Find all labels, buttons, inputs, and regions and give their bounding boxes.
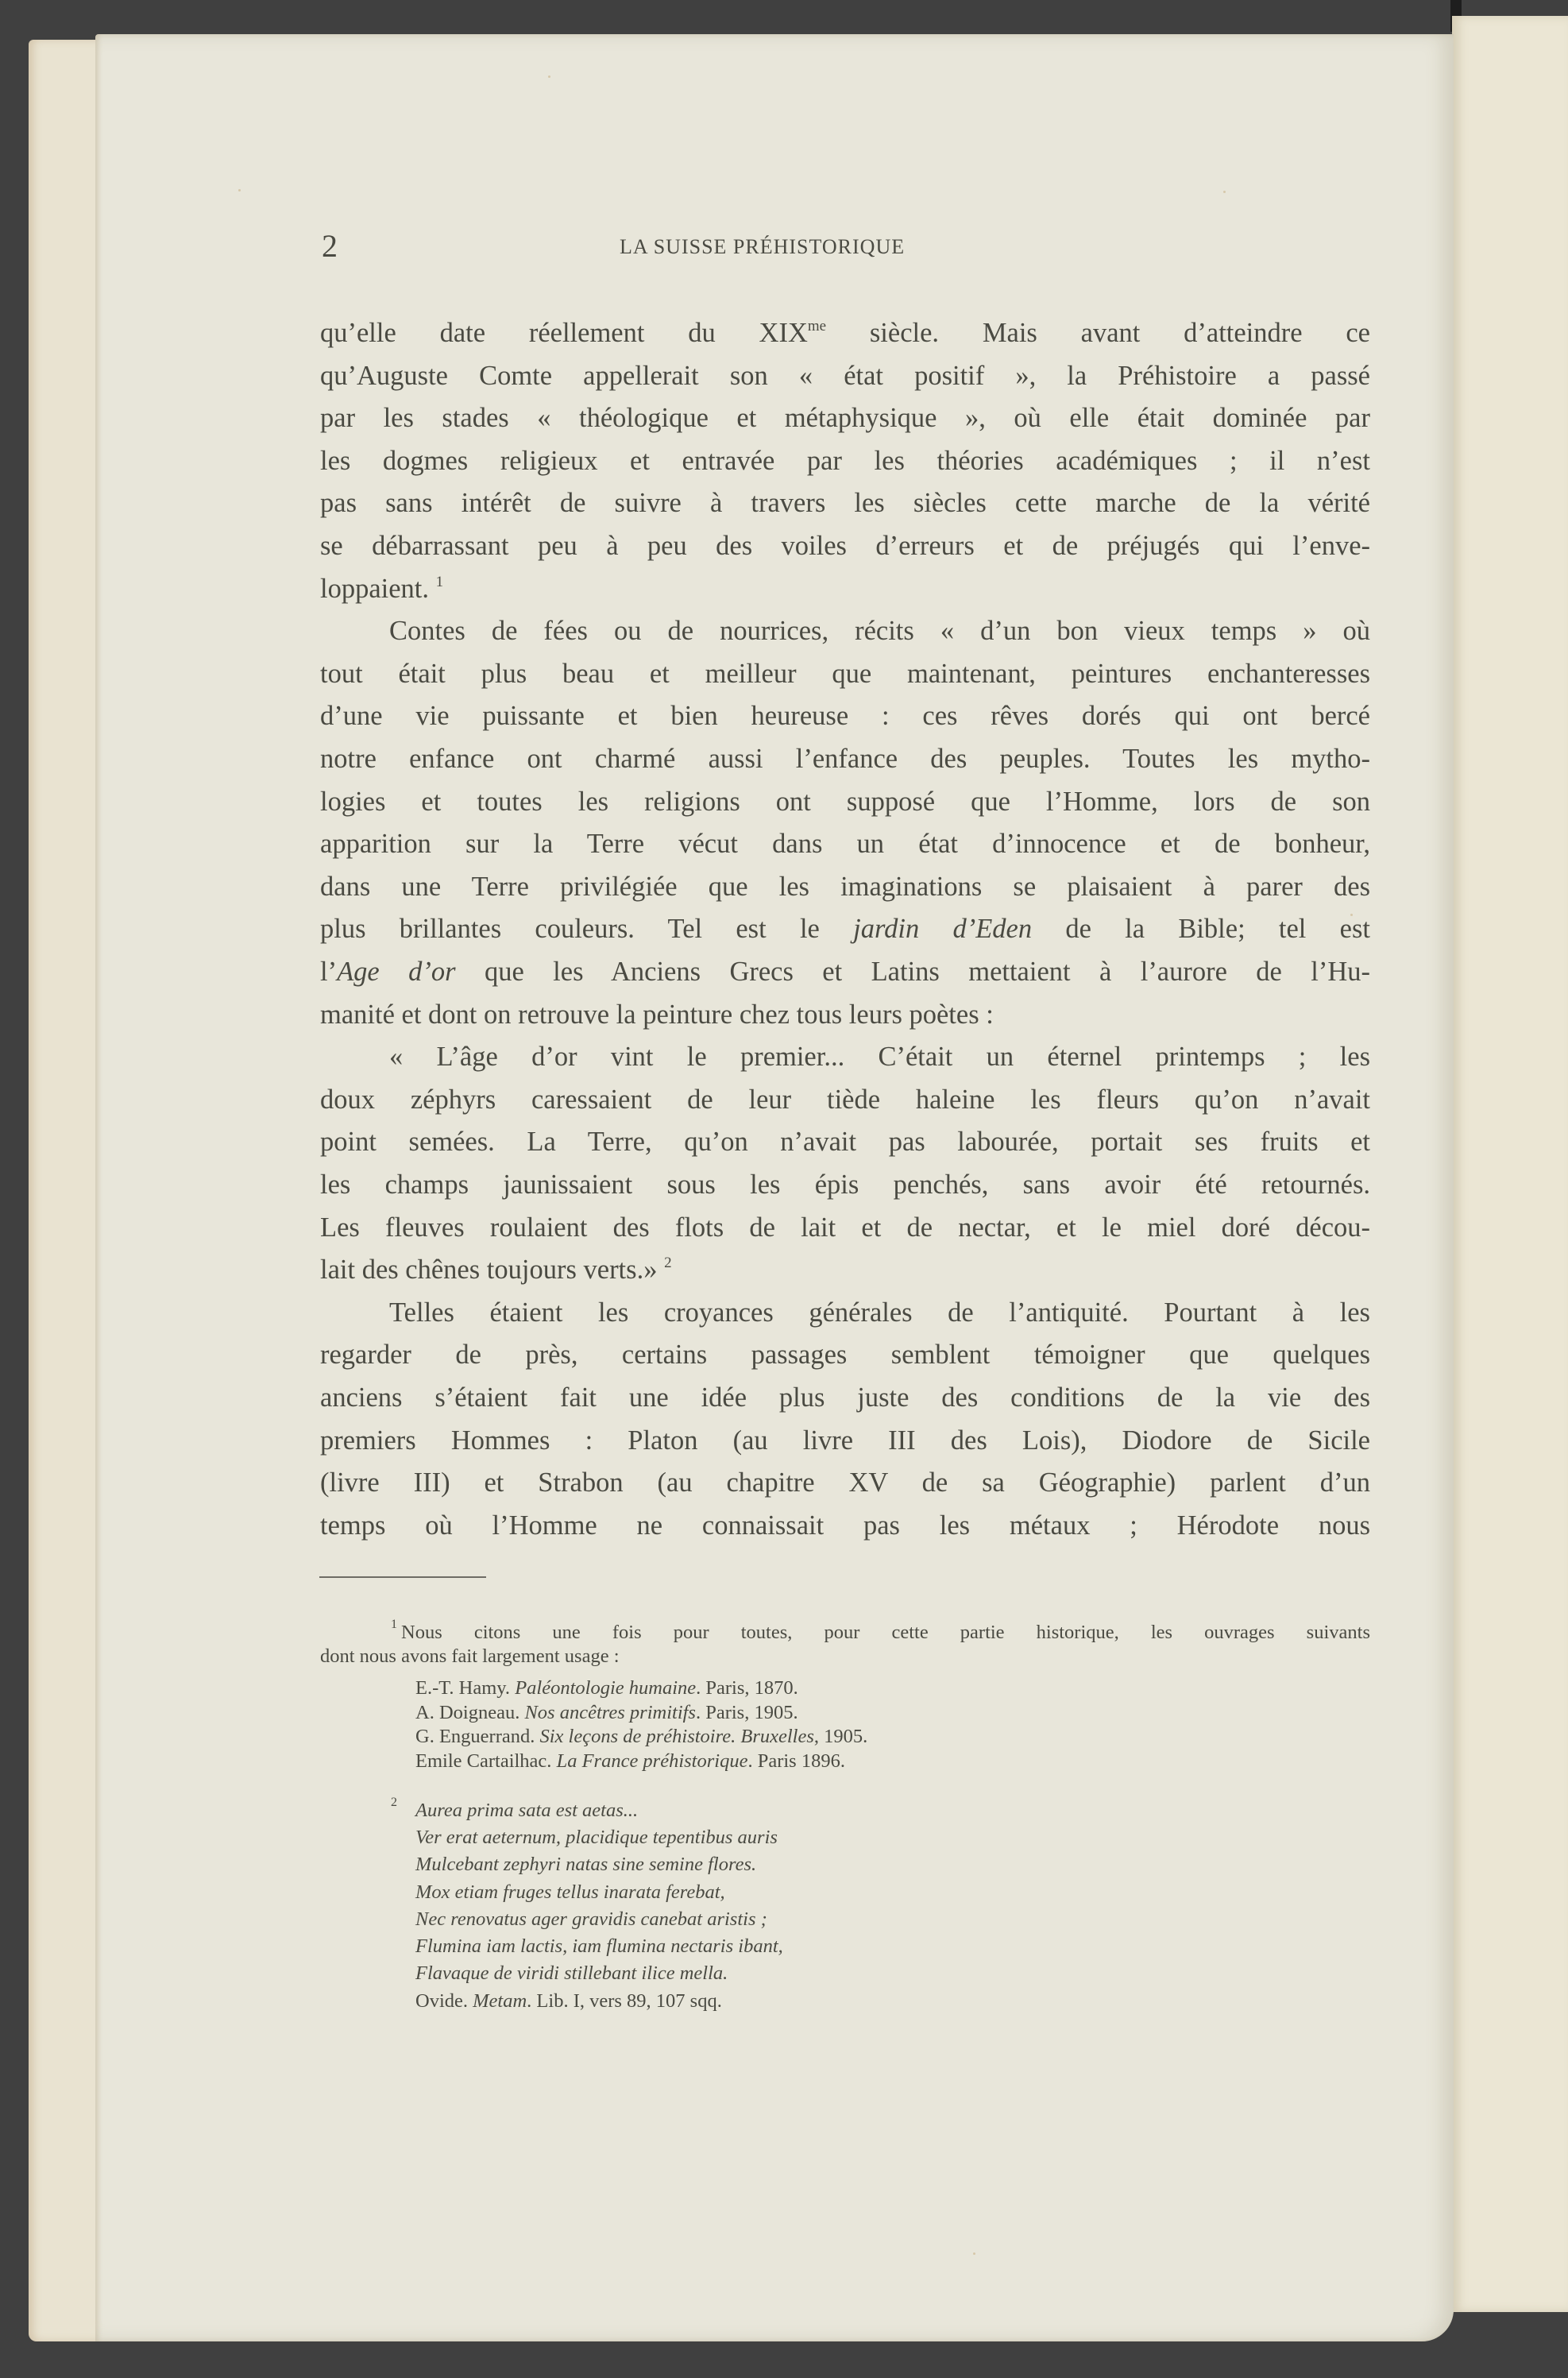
footnote-reference: 1 [435, 573, 444, 590]
reference-entry [415, 1725, 1369, 1749]
body-line [320, 997, 1370, 1032]
reference-author: E.-T. Hamy. [415, 1677, 516, 1699]
text-run: siècle. Mais avant d’atteindre ce [826, 318, 1370, 348]
paper-speck [973, 2252, 975, 2255]
verse-text: Mox etiam fruges tellus inarata ferebat, [415, 1881, 725, 1903]
text-run: pas sans intérêt de suivre à travers les siècles cette marche de la vérité [320, 488, 1370, 519]
source-author: Ovide. [415, 1990, 473, 2012]
verse-text: Ver erat aeternum, placidique tepentibus auris [415, 1827, 778, 1849]
paper-speck [548, 75, 550, 78]
page-number: 2 [322, 228, 338, 264]
reference-details: . Paris 1896. [747, 1750, 845, 1772]
text-run: point semées. La Terre, qu’on n’avait pas labourée, portait ses fruits et [320, 1127, 1370, 1158]
text-run: plus brillantes couleurs. Tel est le [320, 914, 854, 945]
body-line [389, 1295, 1370, 1330]
body-line [320, 954, 1370, 989]
verse-text: Mulcebant zephyri natas sine semine flores. [415, 1854, 757, 1876]
paper-speck [1223, 191, 1226, 193]
body-line [320, 1210, 1370, 1245]
footnote-separator [319, 1576, 486, 1578]
text-run: (livre III) et Strabon (au chapitre XV de sa Géographie) parlent d’un [320, 1467, 1370, 1498]
text-run: l’ [320, 957, 338, 987]
body-line [320, 911, 1370, 946]
body-line [320, 784, 1370, 819]
footnote-2-source [415, 1989, 1369, 2013]
latin-verse-line [415, 1881, 1369, 1904]
text-run: logies et toutes les religions ont supposé que l’Homme, lors de son [320, 786, 1370, 817]
text-run: regarder de près, certains passages semblent témoigner que quelques [320, 1340, 1370, 1371]
body-line [389, 613, 1370, 648]
text-run: que les Anciens Grecs et Latins mettaient à l’aurore de l’Hu- [455, 957, 1371, 987]
reference-details: . Paris, 1870. [696, 1677, 798, 1699]
text-run: manité et dont on retrouve la peinture chez tous leurs poètes : [320, 999, 994, 1030]
reference-entry [415, 1676, 1369, 1700]
verse-text: Nec renovatus ager gravidis canebat aristis ; [415, 1908, 767, 1930]
body-line [320, 826, 1370, 861]
reference-author: Emile Cartailhac. [415, 1750, 557, 1772]
body-line [320, 1167, 1370, 1202]
body-line [320, 485, 1370, 520]
reference-title: Paléontologie humaine [515, 1677, 697, 1699]
body-line [320, 315, 1370, 350]
body-line [320, 358, 1370, 393]
text-run: « L’âge d’or vint le premier... C’était un éternel printemps ; les [389, 1042, 1370, 1073]
body-line [320, 869, 1370, 904]
body-line [320, 1337, 1370, 1372]
footnote-reference: me [807, 317, 827, 334]
footnote-1-intro-line: Nous citons une fois pour toutes, pour cette partie historique, les ouvrages suivants [401, 1622, 1370, 1643]
body-line [320, 400, 1370, 435]
text-run: notre enfance ont charmé aussi l’enfance des peuples. Toutes les mytho- [320, 744, 1370, 774]
text-run: les dogmes religieux et entravée par les théories académiques ; il n’est [320, 445, 1370, 476]
text-run: Contes de fées ou de nourrices, récits « d’un bon vieux temps » où [389, 616, 1370, 647]
reference-author: G. Enguerrand. [415, 1726, 540, 1747]
footnote-reference: 2 [664, 1254, 672, 1271]
verse-text: Flumina iam lactis, iam flumina nectaris ibant, [415, 1935, 783, 1957]
reference-details: . Paris, 1905. [695, 1701, 798, 1723]
text-run: par les stades « théologique et métaphysique », où elle était dominée par [320, 403, 1370, 434]
reference-title: La France préhistorique [556, 1750, 748, 1772]
reference-author: A. Doigneau. [415, 1701, 525, 1723]
paper-speck [238, 189, 241, 191]
italic-phrase: Age d’or [337, 957, 456, 987]
text-run: Les fleuves roulaient des flots de lait et de nectar, et le miel doré décou- [320, 1212, 1370, 1243]
body-line [320, 656, 1370, 691]
text-run: apparition sur la Terre vécut dans un état d’innocence et de bonheur, [320, 829, 1370, 860]
body-line [320, 741, 1370, 776]
verse-text: Aurea prima sata est aetas... [415, 1800, 639, 1821]
text-run: se débarrassant peu à peu des voiles d’erreurs et de préjugés qui l’enve- [320, 531, 1370, 561]
text-run: tout était plus beau et meilleur que maintenant, peintures enchanteresses [320, 658, 1370, 689]
reference-title: Six leçons de préhistoire. Bruxelles [539, 1726, 814, 1747]
body-line [320, 1508, 1370, 1543]
facing-page-edge [1452, 16, 1568, 2312]
text-run: de la Bible; tel est [1032, 914, 1370, 945]
source-rest: . Lib. I, vers 89, 107 sqq. [527, 1990, 722, 2012]
latin-verse-line [415, 1853, 1369, 1877]
body-line [320, 1465, 1370, 1500]
latin-verse-line [415, 1799, 1369, 1823]
body-line [320, 571, 1370, 606]
source-title: Metam [473, 1990, 527, 2012]
text-run: premiers Hommes : Platon (au livre III des Lois), Diodore de Sicile [320, 1425, 1370, 1456]
text-run: dans une Terre privilégiée que les imaginations se plaisaient à parer des [320, 871, 1370, 902]
latin-verse-line [415, 1962, 1369, 1986]
body-line [320, 1124, 1370, 1159]
text-run: Telles étaient les croyances générales de l’antiquité. Pourtant à les [389, 1297, 1370, 1328]
footnote-2-marker: 2 [391, 1796, 397, 1809]
text-run: loppaient. [320, 573, 436, 604]
text-run: lait des chênes toujours verts.» [320, 1255, 665, 1286]
body-line [320, 1082, 1370, 1117]
reference-entry [415, 1750, 1369, 1773]
reference-details: , 1905. [813, 1726, 868, 1747]
italic-phrase: jardin d’Eden [853, 914, 1033, 945]
reference-title: Nos ancêtres primitifs [524, 1701, 696, 1723]
footnote-1-marker: 1 [391, 1618, 397, 1631]
text-run: les champs jaunissaient sous les épis penchés, sans avoir été retournés. [320, 1170, 1370, 1200]
text-run: doux zéphyrs caressaient de leur tiède haleine les fleurs qu’on n’avait [320, 1084, 1370, 1115]
body-line [320, 1252, 1370, 1287]
running-head: LA SUISSE PRÉHISTORIQUE [620, 235, 906, 258]
text-run: d’une vie puissante et bien heureuse : ces rêves dorés qui ont bercé [320, 701, 1370, 732]
body-line [320, 443, 1370, 478]
text-run: temps où l’Homme ne connaissait pas les métaux ; Hérodote nous [320, 1510, 1370, 1541]
footnote-1-intro-line: dont nous avons fait largement usage : [320, 1645, 620, 1667]
latin-verse-line [415, 1826, 1369, 1850]
verse-text: Flavaque de viridi stillebant ilice mella. [415, 1962, 728, 1985]
latin-verse-line [415, 1908, 1369, 1931]
body-line [389, 1039, 1370, 1074]
text-run: anciens s’étaient fait une idée plus juste des conditions de la vie des [320, 1382, 1370, 1413]
body-line [320, 1423, 1370, 1458]
latin-verse-line [415, 1935, 1369, 1958]
body-line [320, 698, 1370, 733]
text-run: qu’elle date réellement du XIX [320, 318, 808, 348]
reference-entry [415, 1701, 1369, 1725]
body-line [320, 528, 1370, 563]
text-run: qu’Auguste Comte appellerait son « état positif », la Préhistoire a passé [320, 360, 1370, 391]
body-line [320, 1380, 1370, 1415]
